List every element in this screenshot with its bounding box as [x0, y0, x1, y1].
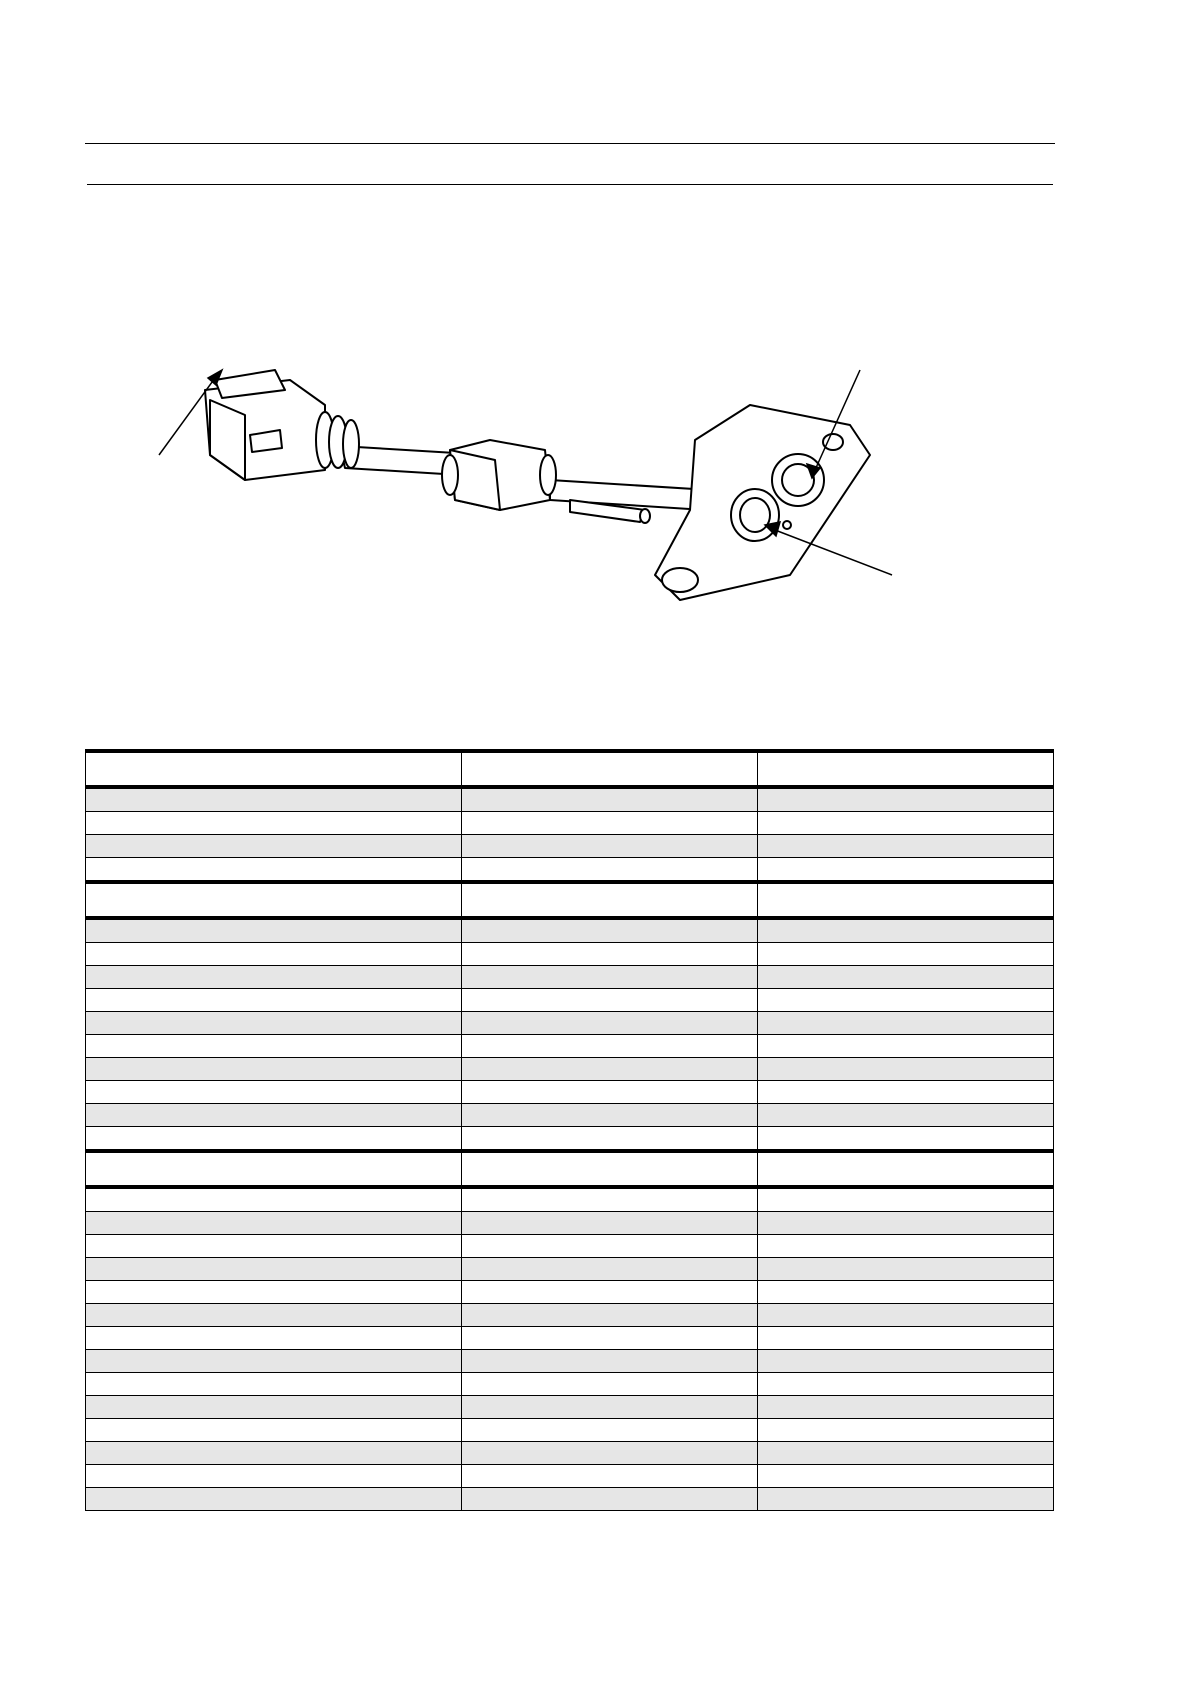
- table-row: [86, 812, 1054, 835]
- table-row: [86, 1235, 1054, 1258]
- table-section-header: [86, 751, 1054, 787]
- table-cell: [462, 835, 758, 858]
- table-cell: [758, 1442, 1054, 1465]
- header-cell: [758, 751, 1054, 787]
- table-cell: [462, 812, 758, 835]
- ferrite-block: [442, 440, 556, 510]
- table-cell: [86, 1465, 462, 1488]
- table-cell: [462, 1488, 758, 1511]
- table-cell: [758, 1327, 1054, 1350]
- cable-assembly-illustration: [150, 360, 950, 680]
- table-row: [86, 1058, 1054, 1081]
- table-cell: [86, 1035, 462, 1058]
- table-row: [86, 1012, 1054, 1035]
- table-cell: [758, 1373, 1054, 1396]
- table-row: [86, 787, 1054, 812]
- table-cell: [462, 1187, 758, 1212]
- table-cell: [758, 1350, 1054, 1373]
- table-row: [86, 858, 1054, 883]
- table-cell: [758, 787, 1054, 812]
- table-section-header: [86, 882, 1054, 918]
- table-cell: [462, 1058, 758, 1081]
- table-cell: [462, 1012, 758, 1035]
- table-row: [86, 1127, 1054, 1152]
- table-cell: [758, 943, 1054, 966]
- table-cell: [758, 1419, 1054, 1442]
- table-cell: [86, 858, 462, 883]
- table-cell: [86, 1258, 462, 1281]
- table-cell: [758, 1396, 1054, 1419]
- table-cell: [462, 989, 758, 1012]
- table-row: [86, 1442, 1054, 1465]
- table-cell: [758, 1281, 1054, 1304]
- table-row: [86, 1104, 1054, 1127]
- table-cell: [86, 1281, 462, 1304]
- table-cell: [86, 1081, 462, 1104]
- table-row: [86, 1327, 1054, 1350]
- table-cell: [86, 787, 462, 812]
- header-cell: [86, 751, 462, 787]
- table-row: [86, 1035, 1054, 1058]
- table-cell: [86, 1419, 462, 1442]
- table-cell: [758, 1127, 1054, 1152]
- table-row: [86, 1258, 1054, 1281]
- specification-table: [85, 749, 1054, 1511]
- header-cell: [462, 751, 758, 787]
- table-row: [86, 1373, 1054, 1396]
- table-cell: [86, 1104, 462, 1127]
- table-cell: [462, 1350, 758, 1373]
- table-cell: [86, 1187, 462, 1212]
- table-cell: [462, 1127, 758, 1152]
- table-row: [86, 1081, 1054, 1104]
- round-connector-lower: [731, 489, 779, 541]
- table-cell: [462, 1212, 758, 1235]
- table-cell: [462, 1304, 758, 1327]
- table-cell: [462, 1035, 758, 1058]
- table-cell: [758, 1058, 1054, 1081]
- table-cell: [86, 835, 462, 858]
- table-cell: [758, 1012, 1054, 1035]
- table-cell: [462, 1327, 758, 1350]
- table-cell: [462, 1104, 758, 1127]
- table-cell: [462, 1419, 758, 1442]
- table-cell: [86, 943, 462, 966]
- table-row: [86, 1350, 1054, 1373]
- table-cell: [86, 1373, 462, 1396]
- table-cell: [758, 812, 1054, 835]
- table-cell: [86, 966, 462, 989]
- table-cell: [462, 1373, 758, 1396]
- table-row: [86, 1465, 1054, 1488]
- table-row: [86, 1488, 1054, 1511]
- table-cell: [758, 858, 1054, 883]
- table-cell: [86, 1235, 462, 1258]
- table-cell: [86, 1212, 462, 1235]
- table-cell: [86, 1058, 462, 1081]
- table-cell: [86, 1327, 462, 1350]
- table-row: [86, 1419, 1054, 1442]
- table-cell: [462, 1281, 758, 1304]
- header-cell: [86, 882, 462, 918]
- header-cell: [462, 1151, 758, 1187]
- table-cell: [758, 1104, 1054, 1127]
- table-cell: [758, 966, 1054, 989]
- table-cell: [462, 918, 758, 943]
- header-cell: [86, 1151, 462, 1187]
- table-row: [86, 1281, 1054, 1304]
- table-cell: [758, 1187, 1054, 1212]
- table-cell: [462, 1258, 758, 1281]
- table-row: [86, 835, 1054, 858]
- table-row: [86, 1187, 1054, 1212]
- table-cell: [758, 1258, 1054, 1281]
- table-row: [86, 989, 1054, 1012]
- header-cell: [758, 882, 1054, 918]
- table-row: [86, 943, 1054, 966]
- table-cell: [758, 835, 1054, 858]
- table-cell: [86, 989, 462, 1012]
- table-cell: [462, 1235, 758, 1258]
- table-cell: [462, 1442, 758, 1465]
- table-cell: [758, 1035, 1054, 1058]
- table-cell: [758, 1081, 1054, 1104]
- table-cell: [462, 1465, 758, 1488]
- left-connector: [205, 370, 325, 480]
- table-cell: [86, 918, 462, 943]
- header-cell: [462, 882, 758, 918]
- strain-relief: [316, 412, 359, 468]
- table-cell: [758, 1304, 1054, 1327]
- table-cell: [86, 1442, 462, 1465]
- header-rule-second: [87, 184, 1053, 185]
- table-cell: [758, 1465, 1054, 1488]
- table-cell: [462, 966, 758, 989]
- table-section-header: [86, 1151, 1054, 1187]
- table-cell: [86, 1488, 462, 1511]
- table-cell: [462, 858, 758, 883]
- table-row: [86, 966, 1054, 989]
- table-cell: [758, 1235, 1054, 1258]
- header-cell: [758, 1151, 1054, 1187]
- table-cell: [462, 1396, 758, 1419]
- table-cell: [462, 787, 758, 812]
- table-cell: [86, 1012, 462, 1035]
- table-cell: [86, 1304, 462, 1327]
- table-row: [86, 1396, 1054, 1419]
- table-cell: [758, 918, 1054, 943]
- table-cell: [86, 1396, 462, 1419]
- table-cell: [462, 1081, 758, 1104]
- table-row: [86, 1304, 1054, 1327]
- table-cell: [462, 943, 758, 966]
- table-cell: [758, 1212, 1054, 1235]
- table-row: [86, 1212, 1054, 1235]
- table-row: [86, 918, 1054, 943]
- header-rule-top: [85, 143, 1055, 144]
- table-cell: [86, 1350, 462, 1373]
- round-connector-upper: [772, 454, 824, 506]
- table-cell: [758, 1488, 1054, 1511]
- table-cell: [758, 989, 1054, 1012]
- table-cell: [86, 1127, 462, 1152]
- table-cell: [86, 812, 462, 835]
